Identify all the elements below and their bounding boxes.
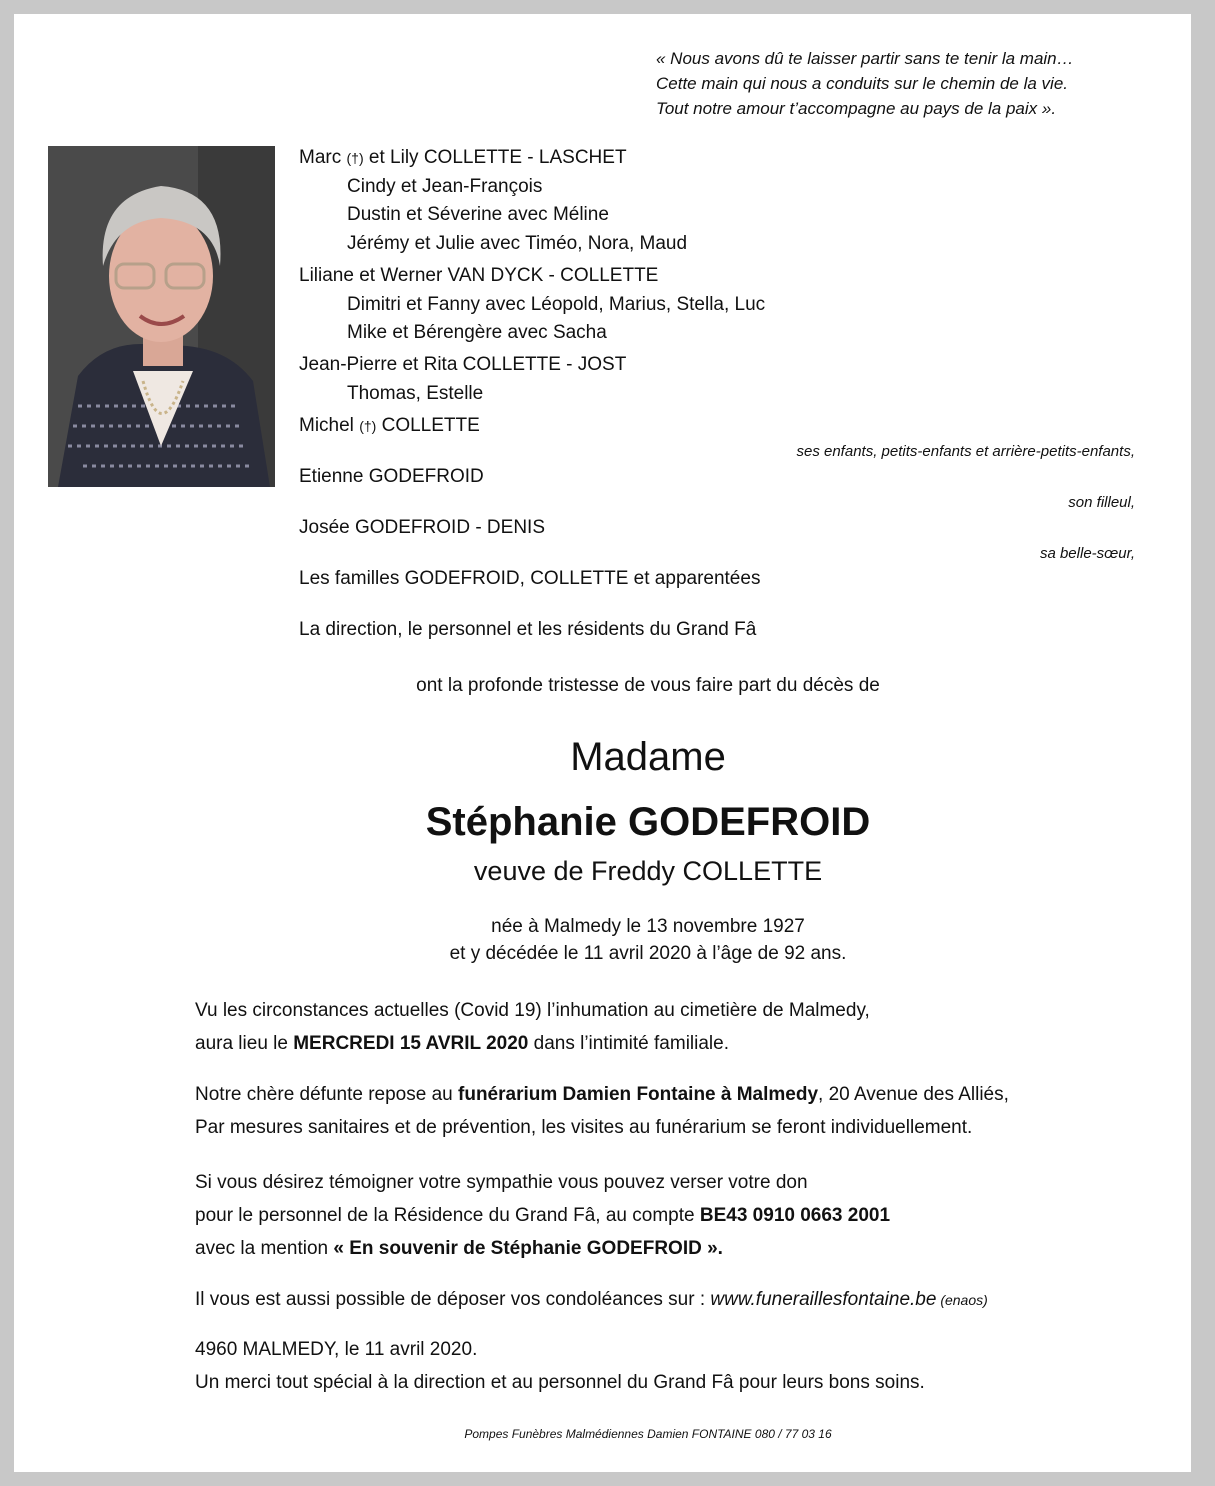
family-line: Dustin et Séverine avec Méline [347,204,609,225]
bank-account: BE43 0910 0663 2001 [699,1205,891,1226]
paragraph-text: dans l’intimité familiale. [528,1033,729,1054]
thanks-line: Un merci tout spécial à la direction et au personnel du Grand Fâ pour leurs bons soins. [195,1372,925,1393]
paragraph-text: aura lieu le [195,1033,294,1054]
family-line: Mike et Bérengère avec Sacha [347,322,607,343]
portrait-illustration [48,146,275,487]
family-line [299,415,480,437]
family-line: Josée GODEFROID - DENIS [299,517,545,538]
donation-mention: « En souvenir de Stéphanie GODEFROID ». [333,1238,723,1259]
funeral-paragraph-line [195,1033,729,1055]
paragraph-text: (enaos) [936,1292,988,1308]
funeral-home-footer: Pompes Funèbres Malmédiennes Damien FONTAINE 080 / 77 03 16 [464,1427,832,1441]
family-role: sa belle-sœur, [1039,545,1135,562]
portrait-photo [48,146,275,487]
website-link[interactable]: www.funeraillesfontaine.be [710,1289,937,1310]
family-role: son filleul, [1068,494,1135,511]
family-text: COLLETTE [381,415,480,436]
family-line: Liliane et Werner VAN DYCK - COLLETTE [299,265,659,286]
family-text: et Lily COLLETTE - LASCHET [368,147,627,168]
donation-paragraph-line [195,1205,890,1227]
obituary-page [14,14,1191,1472]
place-date-line: 4960 MALMEDY, le 11 avril 2020. [195,1339,478,1360]
family-role: ses enfants, petits-enfants et arrière-petits-enfants, [796,443,1135,460]
condolences-line [195,1289,988,1311]
deceased-widow: veuve de Freddy COLLETTE [473,856,823,886]
funerarium-paragraph-line: Par mesures sanitaires et de prévention, les visites au funérarium se feront individuellement. [195,1117,973,1138]
family-text: Marc [299,147,342,168]
funerarium-paragraph-line [195,1084,1009,1106]
funeral-paragraph-line: Vu les circonstances actuelles (Covid 19) l’inhumation au cimetière de Malmedy, [195,1000,870,1021]
family-line: Les familles GODEFROID, COLLETTE et apparentées [299,568,761,589]
donation-paragraph-line: Si vous désirez témoigner votre sympathie vous pouvez verser votre don [195,1172,808,1193]
family-line: Jean-Pierre et Rita COLLETTE - JOST [299,354,627,375]
family-text: Michel [299,415,354,436]
death-line: et y décédée le 11 avril 2020 à l’âge de 92 ans. [449,943,847,964]
quote-line: Cette main qui nous a conduits sur le chemin de la vie. [656,74,1069,93]
paragraph-text: pour le personnel de la Résidence du Grand Fâ, au compte [195,1205,700,1226]
announcement: ont la profonde tristesse de vous faire part du décès de [416,675,880,696]
family-line: La direction, le personnel et les résidents du Grand Fâ [299,619,757,640]
deceased-marker: (†) [346,150,364,166]
birth-line: née à Malmedy le 13 novembre 1927 [491,916,805,937]
family-line: Thomas, Estelle [347,383,484,404]
funeral-date: MERCREDI 15 AVRIL 2020 [293,1033,529,1054]
family-line [299,147,627,169]
quote-line: « Nous avons dû te laisser partir sans te tenir la main… [656,49,1074,68]
family-line: Jérémy et Julie avec Timéo, Nora, Maud [347,233,688,254]
paragraph-text: Il vous est aussi possible de déposer vos condoléances sur : [195,1289,711,1310]
deceased-name: Stéphanie GODEFROID [425,800,871,844]
paragraph-text: Notre chère défunte repose au [195,1084,459,1105]
quote-line: Tout notre amour t’accompagne au pays de la paix ». [656,99,1057,118]
deceased-marker: (†) [359,418,377,434]
funerarium-name: funérarium Damien Fontaine à Malmedy [458,1084,819,1105]
family-line: Dimitri et Fanny avec Léopold, Marius, Stella, Luc [347,294,766,315]
family-line: Cindy et Jean-François [347,176,543,197]
donation-paragraph-line [195,1238,723,1260]
deceased-title: Madame [570,735,726,779]
paragraph-text: avec la mention [195,1238,334,1259]
paragraph-text: , 20 Avenue des Alliés, [818,1084,1009,1105]
family-line: Etienne GODEFROID [299,466,484,487]
quote-block [656,46,1074,121]
